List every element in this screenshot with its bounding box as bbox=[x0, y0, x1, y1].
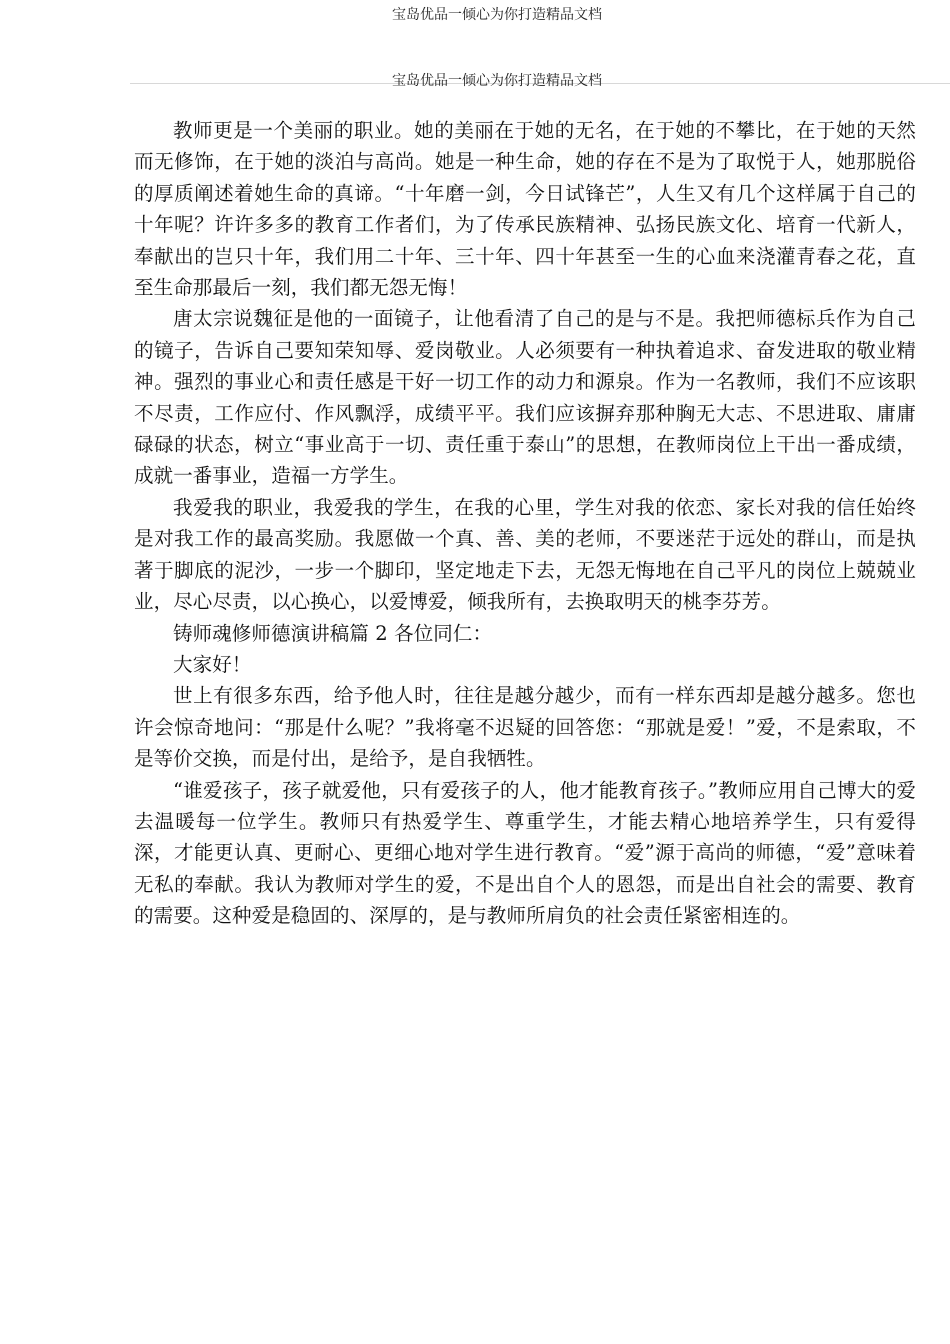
page-header-text: 宝岛优品一倾心为你打造精品文档 bbox=[392, 7, 602, 23]
paragraph-1: 教师更是一个美丽的职业。她的美丽在于她的无名，在于她的不攀比，在于她的天然而无修饰，在于她的淡泊与高尚。她是一种生命，她的存在不是为了取悦于人，她那脱俗的厚质阐述着她生命的真谛。“十年磨一剑，今日试锋芒”，人生又有几个这样属于自己的十年呢？许许多多的教育工作者们，为了传承民族精神、弘扬民族文化、培育一代新人，奉献出的岂只十年，我们用二十年、三十年、四十年甚至一生的心血来浇灌青春之花，直至生命那最后一刻，我们都无怨无悔！ bbox=[134, 119, 916, 300]
paragraph-7: “谁爱孩子，孩子就爱他，只有爱孩子的人，他才能教育孩子。”教师应用自己博大的爱去温暖每一位学生。教师只有热爱学生、尊重学生，才能去精心地培养学生，只有爱得深，才能更认真、更耐心、更细心地对学生进行教育。“爱”源于高尚的师德，“爱”意味着无私的奉献。我认为教师对学生的爱，不是出自个人的恩怨，而是出自社会的需要、教育的需要。这种爱是稳固的、深厚的，是与教师所肩负的社会责任紧密相连的。 bbox=[134, 778, 916, 928]
page-header-text-repeat: 宝岛优品一倾心为你打造精品文档 bbox=[392, 73, 602, 89]
paragraph-5: 大家好！ bbox=[173, 652, 252, 676]
paragraph-2: 唐太宗说魏征是他的一面镜子，让他看清了自己的是与不是。我把师德标兵作为自己的镜子，告诉自己要知荣知辱、爱岗敬业。人必须要有一种执着追求、奋发进取的敬业精神。强烈的事业心和责任感是干好一切工作的动力和源泉。作为一名教师，我们不应该职不尽责，工作应付、作风飘浮，成绩平平。我们应该摒弃那种胸无大志、不思进取、庸庸碌碌的状态，树立“事业高于一切、责任重于泰山”的思想，在教师岗位上干出一番成绩，成就一番事业，造福一方学生。 bbox=[134, 307, 916, 488]
paragraph-4: 铸师魂修师德演讲稿篇 2 各位同仁： bbox=[173, 621, 493, 645]
document-body bbox=[134, 115, 916, 932]
paragraph-3: 我爱我的职业，我爱我的学生，在我的心里，学生对我的依恋、家长对我的信任始终是对我工作的最高奖励。我愿做一个真、善、美的老师，不要迷茫于远处的群山，而是执著于脚底的泥沙，一步一个脚印，坚定地走下去，无怨无悔地在自己平凡的岗位上兢兢业业，尽心尽责，以心换心，以爱博爱，倾我所有，去换取明天的桃李芬芳。 bbox=[134, 495, 916, 614]
paragraph-6: 世上有很多东西，给予他人时，往往是越分越少，而有一样东西却是越分越多。您也许会惊奇地问：“那是什么呢？”我将毫不迟疑的回答您：“那就是爱！”爱，不是索取，不是等价交换，而是付出，是给予，是自我牺牲。 bbox=[134, 684, 916, 771]
